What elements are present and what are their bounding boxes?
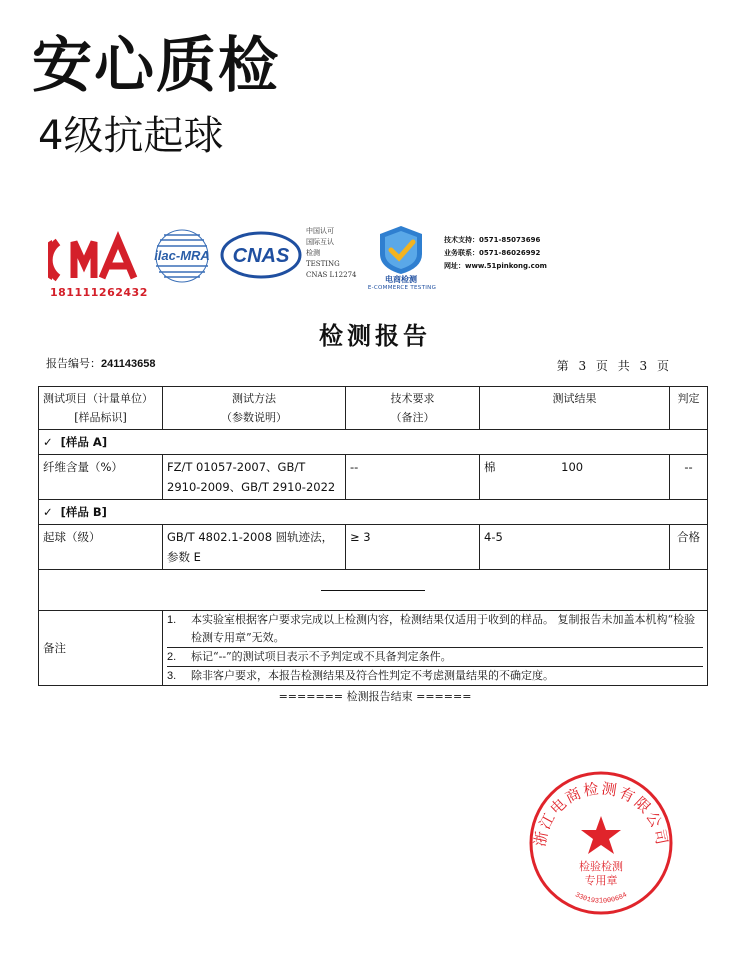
svg-text:ilac-MRA: ilac-MRA bbox=[154, 248, 210, 263]
svg-text:CNAS: CNAS bbox=[232, 245, 290, 267]
remark-item: 3. 除非客户要求，本报告检测结果及符合性判定不考虑测量结果的不确定度。 bbox=[167, 669, 554, 682]
svg-text:3301931000684 bbox=[573, 891, 628, 905]
row-a-requirement: -- bbox=[346, 455, 480, 500]
cnas-logo bbox=[220, 230, 302, 280]
cnas-caption: 中国认可 国际互认 检测 TESTING CNAS L12274 bbox=[306, 227, 357, 279]
header-requirement: 技术要求 （备注） bbox=[346, 387, 480, 430]
row-a-method: FZ/T 01057-2007、GB/T 2910-2009、GB/T 2910-2022 bbox=[163, 455, 346, 500]
row-a-verdict: -- bbox=[670, 455, 708, 500]
report-table bbox=[38, 386, 708, 686]
hero-title: 安心质检 bbox=[32, 31, 280, 101]
star-icon bbox=[581, 816, 621, 854]
table-row bbox=[39, 455, 708, 500]
sample-a-row bbox=[39, 430, 708, 455]
remark-item: 1. 本实验室根据客户要求完成以上检测内容，检测结果仅适用于收到的样品。 复制报告未加盖本机构“检验检测专用章”无效。 bbox=[167, 611, 703, 648]
blank-separator-row bbox=[39, 570, 708, 611]
header-test-item: 测试项目（计量单位） [样品标识] bbox=[39, 387, 163, 430]
table-row bbox=[39, 525, 708, 570]
contact-info bbox=[444, 234, 547, 273]
page-indicator: 第 3 页 共 3 页 bbox=[556, 359, 672, 373]
cma-code: 181111262432 bbox=[50, 286, 148, 299]
row-b-method: GB/T 4802.1-2008 圆轨迹法，参数 E bbox=[163, 525, 346, 570]
seal-center-line1: 检验检测 bbox=[579, 860, 623, 873]
row-b-requirement: ≥ 3 bbox=[346, 525, 480, 570]
shield-subcaption: E-COMMERCE TESTING bbox=[367, 285, 437, 291]
row-a-result: 棉 100 bbox=[480, 455, 670, 500]
check-icon: ✓ bbox=[43, 435, 53, 449]
table-header-row bbox=[39, 387, 708, 430]
remarks-content bbox=[163, 611, 708, 686]
report-number: 报告编号：241143658 bbox=[46, 357, 156, 370]
sample-b-label: [样品 B] bbox=[60, 505, 107, 519]
sample-a-label: [样品 A] bbox=[60, 435, 108, 449]
separator-line bbox=[321, 590, 425, 591]
certification-logos bbox=[48, 222, 708, 302]
hero-subtitle: 4级抗起球 bbox=[38, 113, 224, 159]
contact-website: 网址：www.51pinkong.com bbox=[444, 262, 547, 270]
seal-arc-text: 浙江电商检测有限公司 bbox=[530, 779, 672, 848]
shield-caption: 电商检测 bbox=[385, 275, 417, 284]
sample-b-row bbox=[39, 500, 708, 525]
report-title: 检测报告 bbox=[319, 321, 431, 350]
contact-business: 业务联系：0571-86026992 bbox=[444, 249, 541, 257]
header-test-method: 测试方法 （参数说明） bbox=[163, 387, 346, 430]
report-end-line: ======= 检测报告结束 ====== bbox=[278, 690, 472, 703]
remarks-label: 备注 bbox=[39, 611, 163, 686]
official-seal-stamp bbox=[526, 768, 676, 918]
row-b-verdict: 合格 bbox=[670, 525, 708, 570]
row-b-result: 4-5 bbox=[480, 525, 670, 570]
row-b-item: 起球（级） bbox=[39, 525, 163, 570]
remarks-row bbox=[39, 611, 708, 686]
seal-code: 3301931000684 bbox=[573, 891, 629, 906]
check-icon: ✓ bbox=[43, 505, 53, 519]
remark-item: 2. 标记“--”的测试项目表示不予判定或不具备判定条件。 bbox=[167, 648, 703, 667]
ilac-mra-logo bbox=[150, 226, 214, 286]
row-a-item: 纤维含量（%） bbox=[39, 455, 163, 500]
seal-center-line2: 专用章 bbox=[584, 874, 618, 887]
header-verdict: 判定 bbox=[670, 387, 708, 430]
header-result: 测试结果 bbox=[480, 387, 670, 430]
contact-support: 技术支持：0571-85073696 bbox=[444, 236, 541, 244]
